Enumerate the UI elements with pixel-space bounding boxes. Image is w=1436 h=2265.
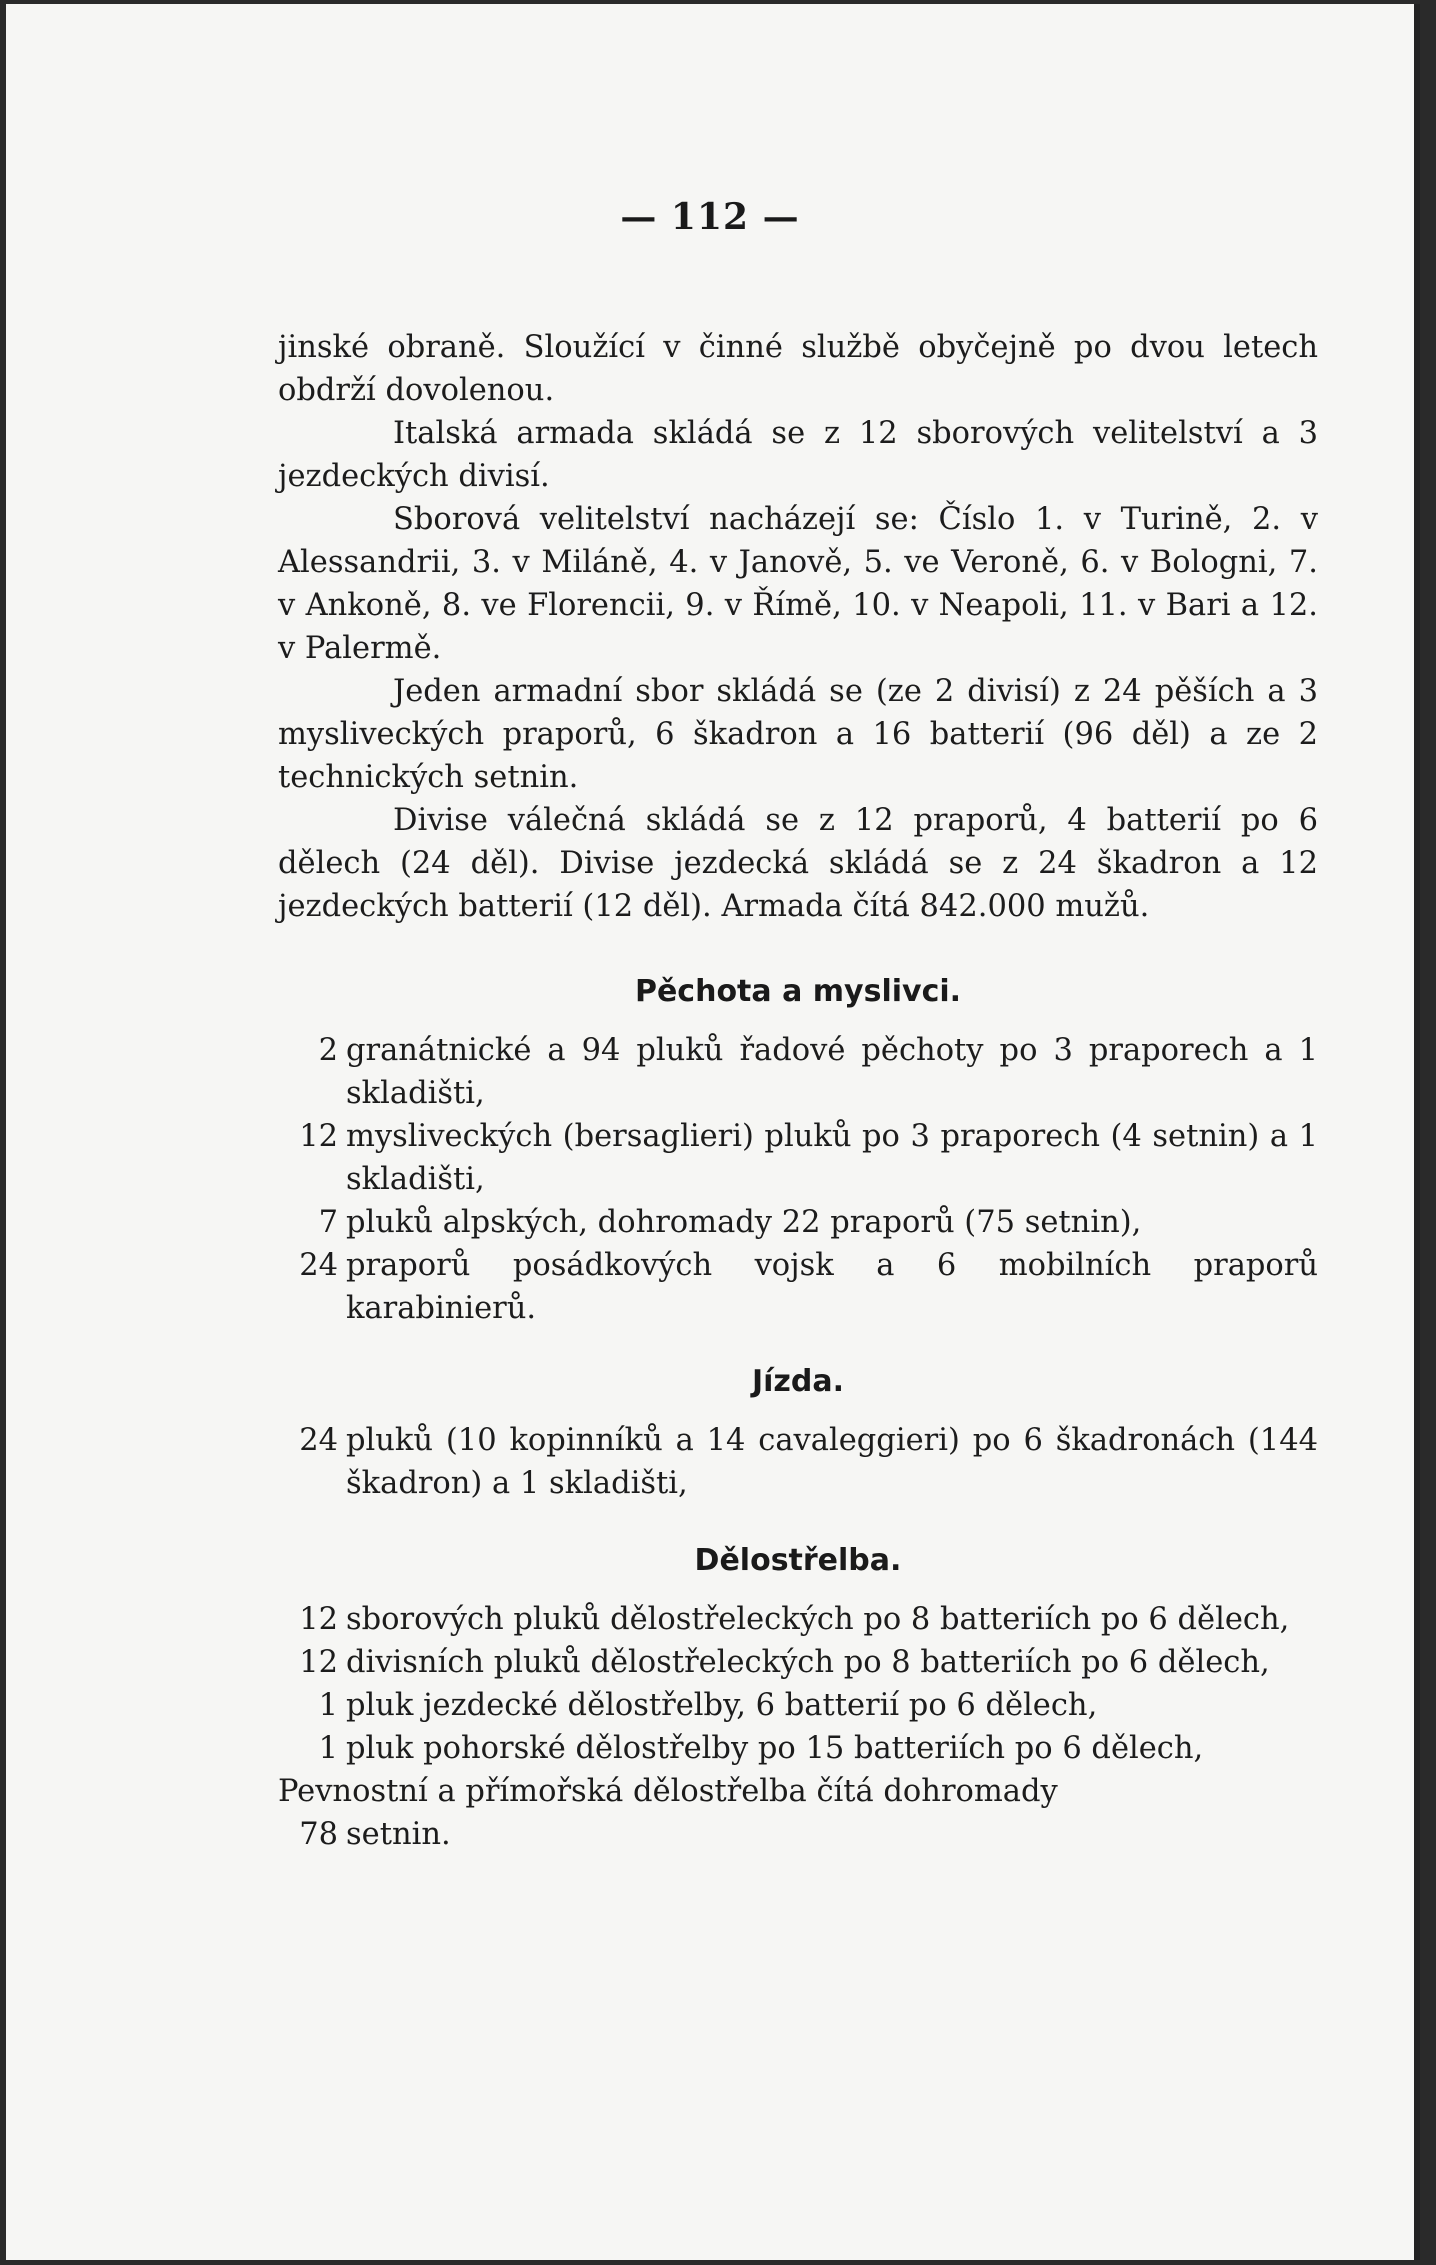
- closing-item: [278, 1813, 1318, 1856]
- item-count: 12: [299, 1602, 338, 1637]
- item-count: 12: [299, 1119, 338, 1154]
- item-text: praporů posádkových vojsk a 6 mobilních praporů karabinierů.: [346, 1248, 1318, 1326]
- closing-count: 78: [299, 1817, 338, 1852]
- intro-paragraph-3: Sborová velitelství nacházejí se: Číslo 1. v Turině, 2. v Alessandrii, 3. v Miláně, 4. v Janově, 5. ve Veroně, 6. v Bologni, 7. v Ankoně, 8. ve Florencii, 9. v Římě, 10. v Neapoli, 11. v Bari a 12. v Palermě.: [278, 502, 1318, 666]
- page-number: — 112 —: [620, 196, 800, 238]
- list-item: [278, 1598, 1318, 1641]
- item-text: pluků alpských, dohromady 22 praporů (75 setnin),: [346, 1205, 1142, 1240]
- item-count: 1: [318, 1688, 338, 1723]
- closing-tail: setnin.: [346, 1817, 451, 1852]
- item-count: 7: [318, 1205, 338, 1240]
- intro-paragraph-5: Divise válečná skládá se z 12 praporů, 4 batterií po 6 dělech (24 děl). Divise jezdecká skládá se z 24 škadron a 12 jezdeckých batterií (12 děl). Armada čítá 842.000 mužů.: [278, 803, 1318, 924]
- page-body: [278, 326, 1318, 1856]
- list-item: [278, 1684, 1318, 1727]
- item-text: pluk pohorské dělostřelby po 15 batteriích po 6 dělech,: [346, 1731, 1204, 1766]
- item-text: divisních pluků dělostřeleckých po 8 batteriích po 6 dělech,: [346, 1645, 1270, 1680]
- item-text: pluk jezdecké dělostřelby, 6 batterií po 6 dělech,: [346, 1688, 1098, 1723]
- list-item: [278, 1244, 1318, 1330]
- list-item: [278, 1641, 1318, 1684]
- section-heading-cavalry: Jízda.: [751, 1364, 845, 1399]
- item-text: granátnické a 94 pluků řadové pěchoty po 3 praporech a 1 skladišti,: [346, 1033, 1318, 1111]
- item-text: mysliveckých (bersaglieri) pluků po 3 praporech (4 setnin) a 1 skladišti,: [346, 1119, 1318, 1197]
- item-count: 24: [299, 1423, 338, 1458]
- intro-paragraph-4: Jeden armadní sbor skládá se (ze 2 divisí) z 24 pěších a 3 mysliveckých praporů, 6 škadron a 16 batterií (96 děl) a ze 2 technických setnin.: [278, 674, 1318, 795]
- infantry-list: [278, 1029, 1318, 1330]
- list-item: [278, 1727, 1318, 1770]
- item-count: 1: [318, 1731, 338, 1766]
- section-heading-infantry: Pěchota a myslivci.: [634, 974, 962, 1009]
- list-item: [278, 1115, 1318, 1201]
- item-count: 24: [299, 1248, 338, 1283]
- cavalry-list: [278, 1419, 1318, 1505]
- item-count: 12: [299, 1645, 338, 1680]
- artillery-list: [278, 1598, 1318, 1770]
- item-text: pluků (10 kopinníků a 14 cavaleggieri) po 6 škadronách (144 škadron) a 1 skladišti,: [346, 1423, 1318, 1501]
- item-count: 2: [318, 1033, 338, 1068]
- intro-paragraph-2: Italská armada skládá se z 12 sborových velitelství a 3 jezdeckých divisí.: [278, 416, 1318, 494]
- closing-note: Pevnostní a přímořská dělostřelba čítá dohromady: [278, 1774, 1058, 1809]
- list-item: [278, 1029, 1318, 1115]
- intro-paragraph-1: jinské obraně. Sloužící v činné službě obyčejně po dvou letech obdrží dovolenou.: [278, 330, 1318, 408]
- list-item: [278, 1419, 1318, 1505]
- item-text: sborových pluků dělostřeleckých po 8 batteriích po 6 dělech,: [346, 1602, 1290, 1637]
- list-item: [278, 1201, 1318, 1244]
- section-heading-artillery: Dělostřelba.: [694, 1543, 902, 1578]
- book-page: [6, 4, 1420, 2260]
